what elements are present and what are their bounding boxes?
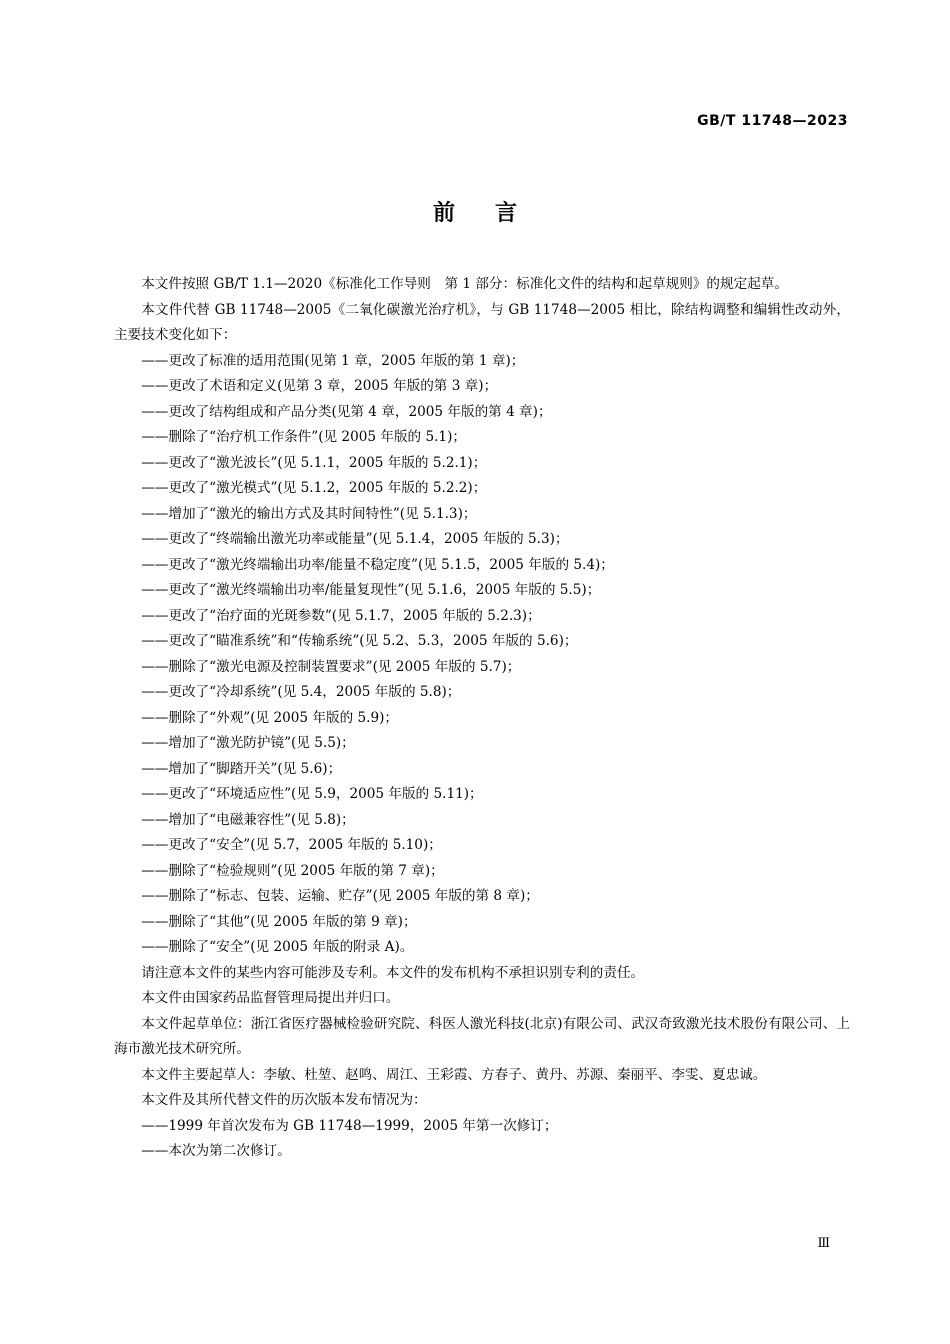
page-number: Ⅲ	[817, 1236, 830, 1251]
change-item: ——删除了“治疗机工作条件”(见 2005 年版的 5.1)；	[141, 429, 466, 445]
change-item: ——更改了“环境适应性”(见 5.9，2005 年版的 5.11)；	[141, 786, 483, 802]
change-item: ——删除了“标志、包装、运输、贮存”(见 2005 年版的第 8 章)；	[141, 888, 539, 904]
paragraph-replacement: 本文件代替 GB 11748—2005《二氧化碳激光治疗机》，与 GB 11748—2005 相比，除结构调整和编辑性改动外，主要技术变化如下：	[114, 301, 850, 343]
change-item: ——更改了术语和定义(见第 3 章，2005 年版的第 3 章)；	[141, 378, 498, 394]
change-item: ——增加了“电磁兼容性”(见 5.8)；	[141, 811, 355, 828]
change-item: ——增加了“激光防护镜”(见 5.5)；	[141, 735, 355, 751]
change-item: ——增加了“激光的输出方式及其时间特性”(见 5.1.3)；	[141, 505, 477, 522]
change-item: ——更改了“安全”(见 5.7，2005 年版的 5.10)；	[141, 837, 442, 853]
paragraph-proposer: 本文件由国家药品监督管理局提出并归口。	[141, 990, 400, 1006]
change-item: ——更改了“终端输出激光功率或能量”(见 5.1.4，2005 年版的 5.3)；	[141, 531, 569, 547]
change-item: ——增加了“脚踏开关”(见 5.6)；	[141, 760, 342, 777]
change-item: ——更改了“激光终端输出功率/能量不稳定度”(见 5.1.5，2005 年版的 5.4)；	[141, 556, 614, 573]
paragraph-drafting-rules: 本文件按照 GB/T 1.1—2020《标准化工作导则 第 1 部分：标准化文件的结构和起草规则》的规定起草。	[141, 276, 788, 292]
change-item: ——更改了“治疗面的光斑参数”(见 5.1.7，2005 年版的 5.2.3)；	[141, 607, 541, 624]
foreword-body	[114, 272, 850, 1165]
history-item: ——本次为第二次修订。	[141, 1143, 291, 1159]
change-item: ——更改了“激光模式”(见 5.1.2，2005 年版的 5.2.2)；	[141, 480, 487, 496]
paragraph-history-intro: 本文件及其所代替文件的历次版本发布情况为：	[141, 1092, 427, 1108]
change-item: ——更改了标准的适用范围(见第 1 章，2005 年版的第 1 章)；	[141, 352, 525, 369]
page-title: 前言	[432, 201, 557, 226]
change-item: ——更改了“冷却系统”(见 5.4，2005 年版的 5.8)；	[141, 684, 461, 700]
change-item: ——更改了“激光波长”(见 5.1.1，2005 年版的 5.2.1)；	[141, 454, 487, 471]
change-item: ——删除了“其他”(见 2005 年版的第 9 章)；	[141, 913, 417, 930]
change-item: ——删除了“检验规则”(见 2005 年版的第 7 章)；	[141, 862, 444, 879]
change-item: ——删除了“激光电源及控制装置要求”(见 2005 年版的 5.7)；	[141, 658, 521, 675]
change-item: ——更改了“瞄准系统”和“传输系统”(见 5.2、5.3，2005 年版的 5.6)；	[141, 633, 578, 649]
document-code: GB/T 11748—2023	[697, 113, 848, 129]
change-item: ——更改了“激光终端输出功率/能量复现性”(见 5.1.6，2005 年版的 5.5)；	[141, 582, 601, 598]
change-item: ——删除了“安全”(见 2005 年版的附录 A)。	[141, 939, 414, 955]
change-item: ——删除了“外观”(见 2005 年版的 5.9)；	[141, 709, 398, 726]
paragraph-patent-notice: 请注意本文件的某些内容可能涉及专利。本文件的发布机构不承担识别专利的责任。	[141, 964, 645, 981]
paragraph-drafters: 本文件主要起草人：李敏、杜堃、赵鸣、周江、王彩霞、方春子、黄丹、苏源、秦丽平、李雯、夏忠诚。	[141, 1066, 767, 1083]
paragraph-drafting-units: 本文件起草单位：浙江省医疗器械检验研究院、科医人激光科技(北京)有限公司、武汉奇致激光技术股份有限公司、上海市激光技术研究所。	[114, 1015, 850, 1057]
change-item: ——更改了结构组成和产品分类(见第 4 章，2005 年版的第 4 章)；	[141, 403, 552, 420]
history-item: ——1999 年首次发布为 GB 11748—1999，2005 年第一次修订；	[141, 1117, 558, 1134]
